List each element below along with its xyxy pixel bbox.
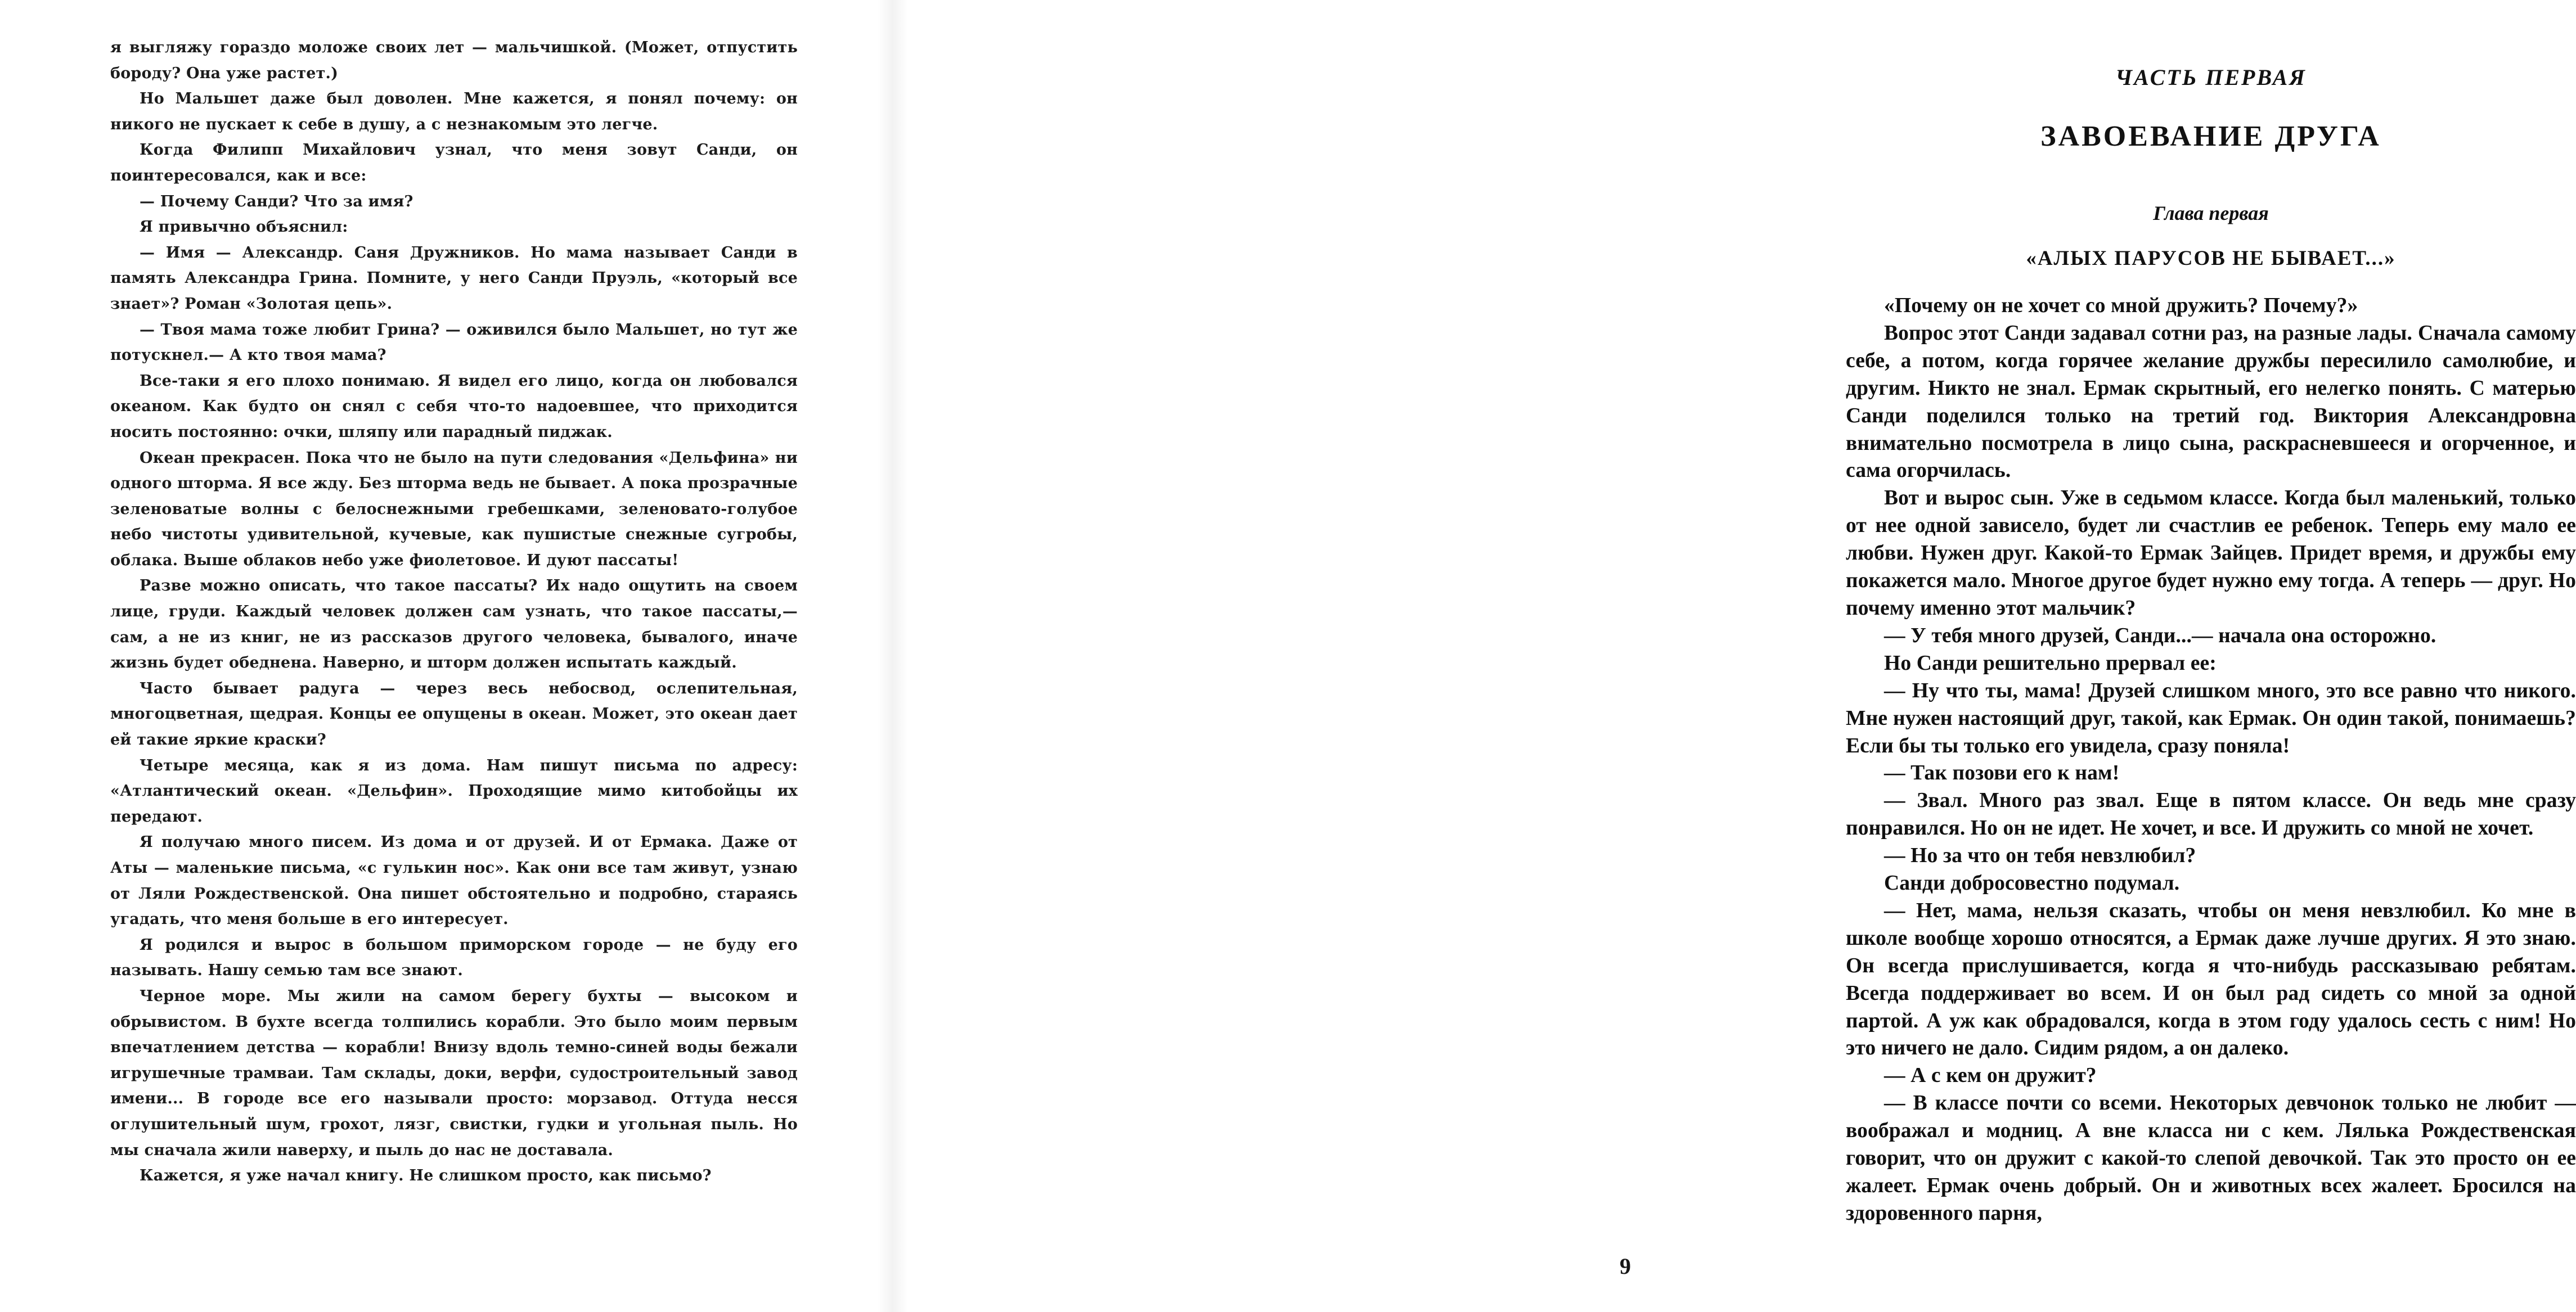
paragraph: — В классе почти со всеми. Некоторых девчонок только не любит — воображал и модниц. А вне класса ни с кем. Лялька Рождественская говорит, что он дружит с какой-то слепой девочкой. Так это просто он ее жалеет. Ермак очень добрый. Он и животных всех жалеет. Бросился на здоровенного парня, (1846, 1092, 2576, 1225)
paragraph: Разве можно описать, что такое пассаты? Их надо ощутить на своем лице, груди. Каждый человек должен сам узнать, что такое пассаты,— сам, а не из книг, не из рассказов другого человека, бывалого, иначе жизнь будет обеднена. Наверно, и шторм должен испытать каждый. (110, 577, 798, 672)
left-page (0, 0, 893, 1312)
paragraph: я выгляжу гораздо моложе своих лет — мальчишкой. (Может, отпустить бороду? Она уже растет.) (110, 39, 798, 82)
paragraph: Вот и вырос сын. Уже в седьмом классе. Когда был маленький, только от нее одной зависело, будет ли счастлив ее ребенок. Теперь ему мало ее любви. Нужен друг. Какой-то Ермак Зайцев. Придет время, и дружбы ему покажется мало. Многое другое будет нужно ему тогда. А теперь — друг. Но почему именно этот мальчик? (1846, 486, 2576, 620)
book-title: ЗАВОЕВАНИЕ ДРУГА (2040, 120, 2381, 152)
part-title: ЧАСТЬ ПЕРВАЯ (2115, 65, 2307, 90)
page-number: 9 (1620, 1254, 1631, 1279)
paragraph: Я привычно объяснил: (140, 218, 348, 236)
paragraph: «Почему он не хочет со мной дружить? Почему?» (1884, 294, 2358, 317)
paragraph: Четыре месяца, как я из дома. Нам пишут письма по адресу: «Атлантический океан. «Дельфин». Проходящие мимо китобойцы их передают. (110, 756, 798, 826)
left-page-text (110, 35, 798, 1189)
paragraph: — Но за что он тебя невзлюбил? (1884, 844, 2196, 868)
paragraph: Часто бывает радуга — через весь небосвод, ослепительная, многоцветная, щедрая. Концы ее опущены в океан. Может, это океан дает ей такие яркие краски? (110, 679, 798, 749)
paragraph: Я родился и вырос в большом приморском городе — не буду его называть. Нашу семью там все знают. (110, 936, 798, 980)
chapter-body (1846, 292, 2576, 1228)
paragraph: — Нет, мама, нельзя сказать, чтобы он меня невзлюбил. Ко мне в школе вообще хорошо относятся, а Ермак даже лучше других. Я это знаю. Он всегда прислушивается, когда я что-нибудь рассказываю ребятам. Всегда поддерживает во всем. И он был рад сидеть со мной за одной партой. А уж как обрадовался, когда в этом году удалось сесть с ним! Но это ничего не дало. Сидим рядом, а он далеко. (1846, 899, 2576, 1060)
paragraph: Санди добросовестно подумал. (1884, 872, 2180, 895)
paragraph: Но Санди решительно прервал ее: (1884, 651, 2217, 675)
paragraph: — Почему Санди? Что за имя? (140, 192, 413, 210)
paragraph: — Имя — Александр. Саня Дружников. Но мама называет Санди в память Александра Грина. Помните, у него Санди Пруэль, «который все знает»? Роман «Золотая цепь». (110, 244, 798, 313)
paragraph: — А с кем он дружит? (1884, 1064, 2097, 1088)
paragraph: — Так позови его к нам! (1884, 761, 2120, 785)
paragraph: Океан прекрасен. Пока что не было на пути следования «Дельфина» ни одного шторма. Я все жду. Без шторма ведь не бывает. А пока прозрачные зеленоватые волны с белоснежными гребешками, зеленовато-голубое небо чистоты удивительной, кучевые, как пушистые снежные сугробы, облака. Выше облаков небо уже фиолетовое. И дуют пассаты! (110, 449, 798, 569)
paragraph: Кажется, я уже начал книгу. Не слишком просто, как письмо? (140, 1167, 712, 1185)
paragraph: Но Мальшет даже был доволен. Мне кажется, я понял почему: он никого не пускает к себе в душу, а с незнакомым это легче. (110, 90, 798, 133)
paragraph: — Твоя мама тоже любит Грина? — оживился было Мальшет, но тут же потускнел.— А кто твоя мама? (110, 321, 798, 364)
paragraph: Черное море. Мы жили на самом берегу бухты — высоком и обрывистом. В бухте всегда толпились корабли. Это было моим первым впечатлением детства — корабли! Внизу вдоль темно-синей воды бежали игрушечные трамваи. Там склады, доки, верфи, судостроительный завод имени... В городе все его называли просто: морзавод. Оттуда несся оглушительный шум, грохот, лязг, свистки, гудки и угольная пыль. Но мы сначала жили наверху, и пыль до нас не доставала. (110, 987, 798, 1159)
paragraph: — У тебя много друзей, Санди...— начала она осторожно. (1884, 624, 2436, 647)
paragraph: Я получаю много писем. Из дома и от друзей. И от Ермака. Даже от Аты — маленькие письма, «с гулькин нос». Как они все там живут, узнаю от Ляли Рождественской. Она пишет обстоятельно и подробно, стараясь угадать, что меня больше в его интересует. (110, 833, 798, 928)
right-page (893, 0, 2576, 1312)
right-page-text (1846, 61, 2576, 1228)
paragraph: — Звал. Много раз звал. Еще в пятом классе. Он ведь мне сразу понравился. Но он не идет. Не хочет, и все. И дружить со мной не хочет. (1846, 789, 2576, 840)
paragraph: Вопрос этот Санди задавал сотни раз, на разные лады. Сначала самому себе, а потом, когда горячее желание дружбы пересилило самолюбие, и другим. Никто не знал. Ермак скрытный, его нелегко понять. С матерью Санди поделился только на третий год. Виктория Александровна внимательно посмотрела в лицо сына, раскрасневшееся и огорченное, и сама огорчилась. (1846, 321, 2576, 483)
paragraph: Когда Филипп Михайлович узнал, что меня зовут Санди, он поинтересовался, как и все: (110, 141, 798, 184)
chapter-label: Глава первая (2153, 202, 2269, 224)
paragraph: Все-таки я его плохо понимаю. Я видел его лицо, когда он любовался океаном. Как будто он снял с себя что-то надоевшее, что приходится носить постоянно: очки, шляпу или парадный пиджак. (110, 372, 798, 441)
paragraph: — Ну что ты, мама! Друзей слишком много, это все равно что никого. Мне нужен настоящий друг, такой, как Ермак. Он один такой, понимаешь? Если бы ты только его увидела, сразу поняла! (1846, 679, 2576, 758)
chapter-title: «АЛЫХ ПАРУСОВ НЕ БЫВАЕТ...» (2026, 247, 2396, 270)
